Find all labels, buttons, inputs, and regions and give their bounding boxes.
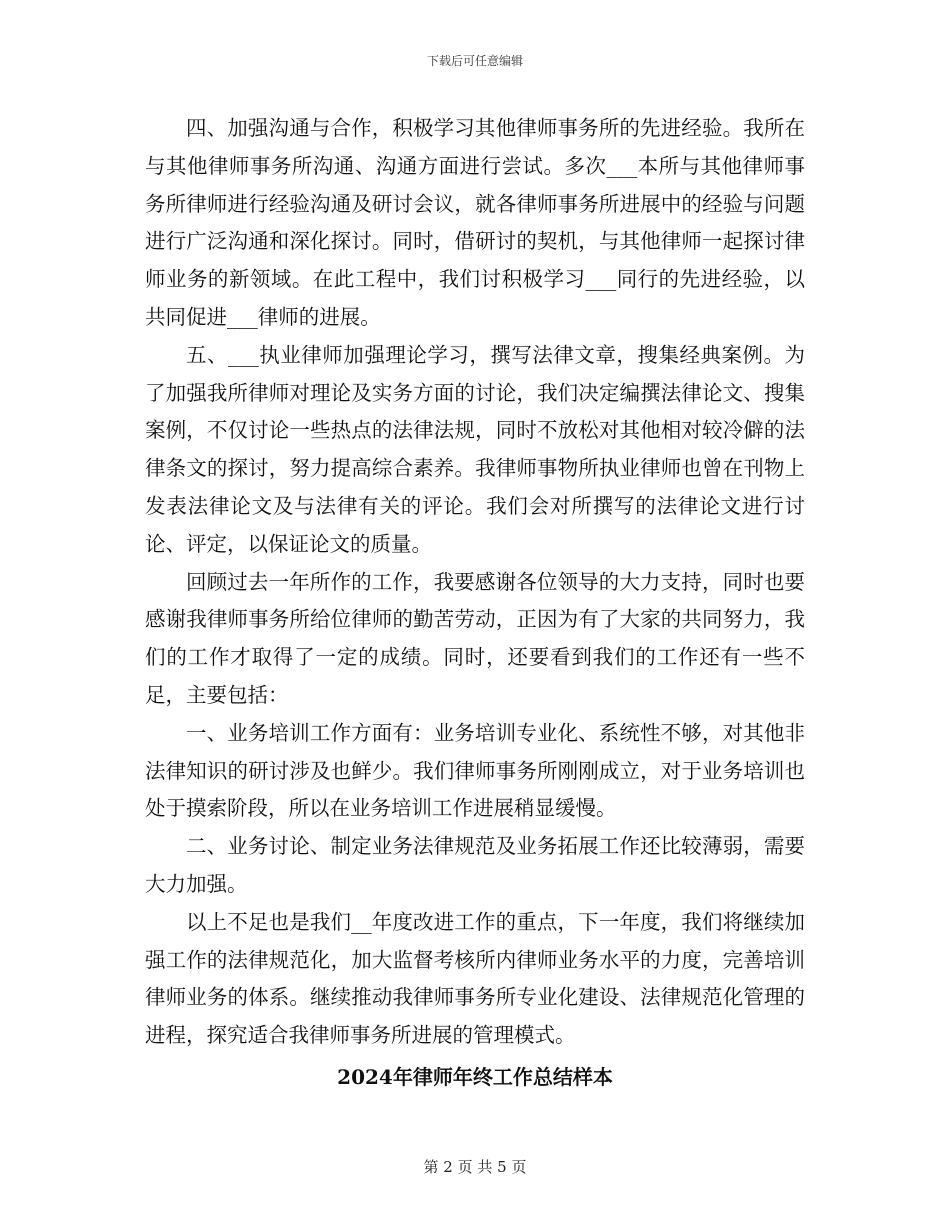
paragraph-review: 回顾过去一年所作的工作，我要感谢各位领导的大力支持，同时也要感谢我律师事务所给位律师的勤苦劳动，正因为有了大家的共同努力，我们的工作才取得了一定的成绩。同时，还要看到我们的工作还有一些不足，主要包括： <box>145 569 805 707</box>
document-body <box>145 110 805 1096</box>
paragraph-shortcoming-training: 一、业务培训工作方面有：业务培训专业化、系统性不够，对其他非法律知识的研讨涉及也鲜少。我们律师事务所刚刚成立，对于业务培训也处于摸索阶段，所以在业务培训工作进展稍显缓慢。 <box>145 720 805 821</box>
paragraph-improvement: 以上不足也是我们__年度改进工作的重点，下一年度，我们将继续加强工作的法律规范化，加大监督考核所内律师业务水平的力度，完善培训律师业务的体系。继续推动我律师事务所专业化建设、法律规范化管理的进程，探究适合我律师事务所进展的管理模式。 <box>145 909 805 1048</box>
paragraph-communication: 四、加强沟通与合作，积极学习其他律师事务所的先进经验。我所在与其他律师事务所沟通、沟通方面进行尝试。多次___本所与其他律师事务所律师进行经验沟通及研讨会议，就各律师事务所进展中的经验与问题进行广泛沟通和深化探讨。同时，借研讨的契机，与其他律师一起探讨律师业务的新领域。在此工程中，我们讨积极学习___同行的先进经验，以共同促进___律师的进展。 <box>145 116 805 329</box>
paragraph-shortcoming-discussion: 二、业务讨论、制定业务法律规范及业务拓展工作还比较薄弱，需要大力加强。 <box>145 834 805 896</box>
page-header: 下载后可任意编辑 <box>426 54 523 68</box>
paragraph-theory-study: 五、___执业律师加强理论学习，撰写法律文章，搜集经典案例。为了加强我所律师对理论及实务方面的讨论，我们决定编撰法律论文、搜集案例，不仅讨论一些热点的法律法规，同时不放松对其他相对较冷僻的法律条文的探讨，努力提高综合素养。我律师事物所执业律师也曾在刊物上发表法律论文及与法律有关的评论。我们会对所撰写的法律论文进行讨论、评定，以保证论文的质量。 <box>145 342 805 556</box>
document-title: 2024年律师年终工作总结样本 <box>337 1064 613 1089</box>
page-number: 第 2 页 共 5 页 <box>423 1158 527 1176</box>
